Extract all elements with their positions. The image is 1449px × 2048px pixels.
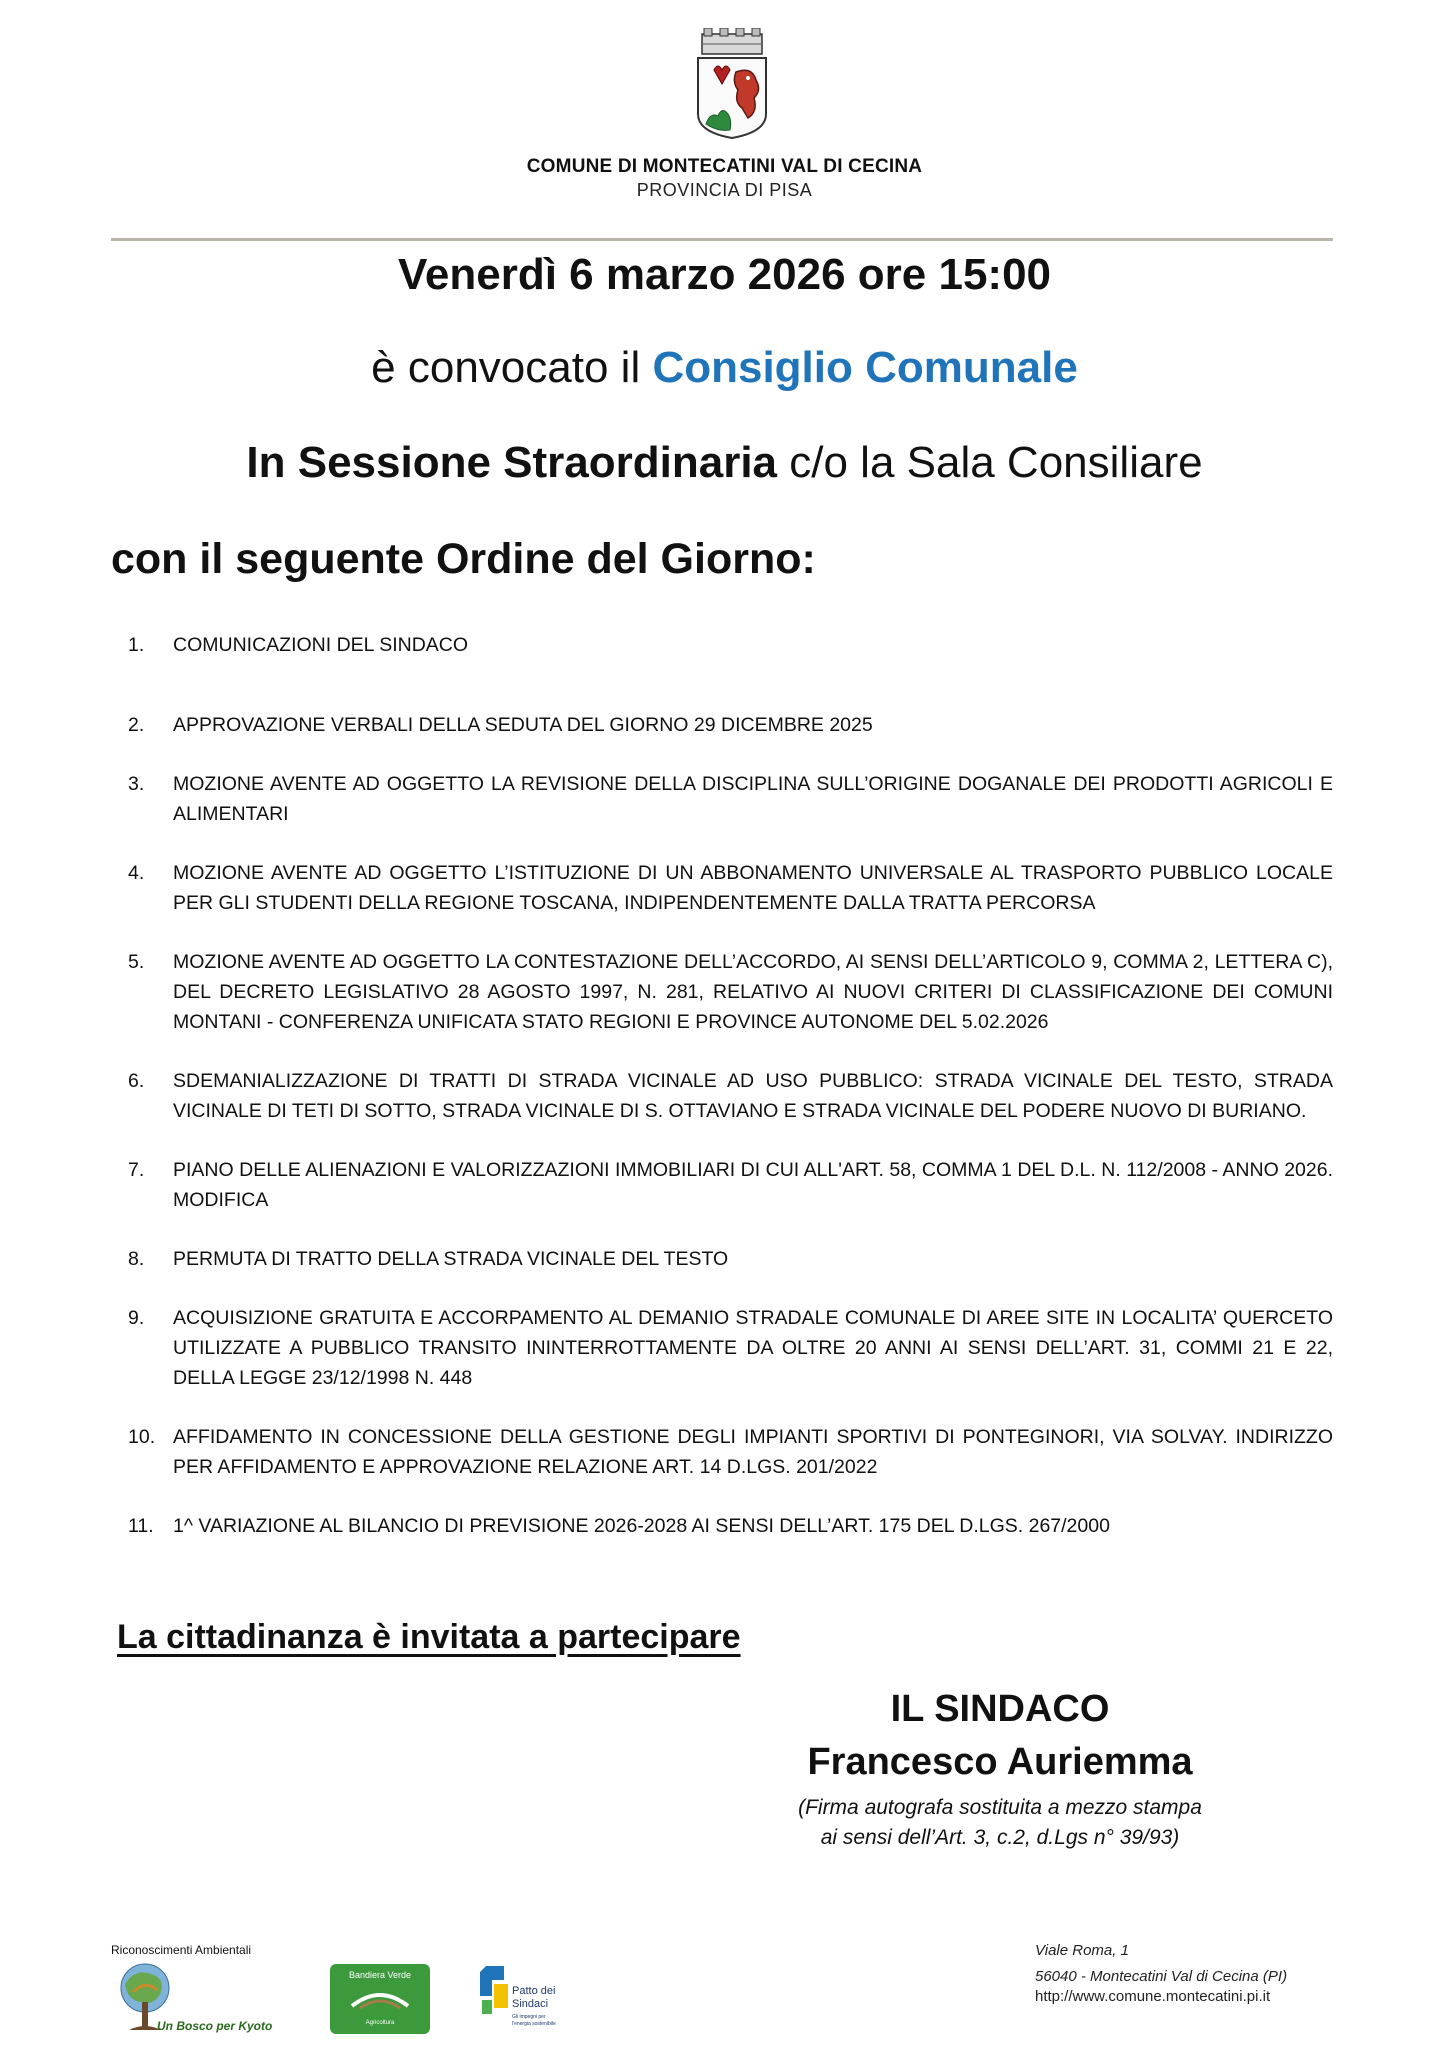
municipality-name: COMUNE DI MONTECATINI VAL DI CECINA <box>526 156 923 177</box>
agenda-item-text: 1^ VARIAZIONE AL BILANCIO DI PREVISIONE 2026-2028 AI SENSI DELL’ART. 175 DEL D.LGS. 267/2000 <box>173 1515 1110 1537</box>
agenda-item <box>111 858 1333 918</box>
agenda-item-number: 5. <box>128 951 145 973</box>
mayor-title: IL SINDACO <box>890 1688 1110 1730</box>
council-name: Consiglio Comunale <box>652 343 1078 392</box>
agenda-item <box>111 947 1333 1037</box>
patto-logo-line2: Sindaci <box>512 1998 549 2010</box>
convocation-line <box>0 343 1449 393</box>
meeting-date: Venerdì 6 marzo 2026 ore 15:00 <box>397 250 1052 299</box>
agenda-item-number: 6. <box>128 1070 145 1092</box>
patto-logo-line3: Gli impegni per <box>512 2014 546 2020</box>
agenda-item <box>111 1244 1333 1274</box>
agenda-item <box>111 1066 1333 1126</box>
environmental-awards-label: Riconoscimenti Ambientali <box>111 1943 252 1957</box>
agenda-item-number: 10. <box>128 1426 156 1448</box>
signature-note: ai sensi dell’Art. 3, c.2, d.Lgs n° 39/93) <box>820 1826 1180 1849</box>
patto-logo-line4: l'energia sostenibile <box>512 2021 556 2027</box>
signature-note: (Firma autografa sostituita a mezzo stampa <box>798 1796 1202 1819</box>
agenda-item <box>111 769 1333 829</box>
patto-logo-line1: Patto dei <box>512 1985 556 1997</box>
bosco-logo-text: Un Bosco per Kyoto <box>157 2019 273 2033</box>
address-city: 56040 - Montecatini Val di Cecina (PI) <box>1035 1968 1288 1985</box>
bosco-per-kyoto-logo <box>111 1962 289 2036</box>
agenda-heading: con il seguente Ordine del Giorno: <box>111 535 816 583</box>
session-location: c/o la Sala Consiliare <box>777 438 1203 487</box>
agenda-item-text: COMUNICAZIONI DEL SINDACO <box>173 634 469 656</box>
agenda-item-number: 8. <box>128 1248 145 1270</box>
agenda-item <box>111 1303 1333 1393</box>
agenda-item-text: MOZIONE AVENTE AD OGGETTO LA REVISIONE DELLA DISCIPLINA SULL’ORIGINE DOGANALE DEI PRODOTTI AGRICOLI E ALIMENTARI <box>173 773 1333 825</box>
agenda-item-number: 1. <box>128 634 145 656</box>
agenda-item-number: 4. <box>128 862 145 884</box>
agenda-item-number: 3. <box>128 773 145 795</box>
province-name: PROVINCIA DI PISA <box>636 180 813 200</box>
public-invitation: La cittadinanza è invitata a partecipare <box>117 1618 741 1656</box>
agenda-item <box>111 710 1333 740</box>
agenda-item-number: 11. <box>128 1515 154 1537</box>
agenda-item-text: ACQUISIZIONE GRATUITA E ACCORPAMENTO AL DEMANIO STRADALE COMUNALE DI AREE SITE IN LOCALITA’ QUERCETO UTILIZZATE A PUBBLICO TRANSITO ININTERROTTAMENTE DA OLTRE 20 ANNI AI SENSI DELL’ART. 31, COMMI 21 E 22, DELLA LEGGE 23/12/1998 N. 448 <box>173 1307 1333 1389</box>
agenda-item <box>111 1422 1333 1482</box>
mayor-name: Francesco Auriemma <box>807 1741 1193 1783</box>
agenda-item-number: 7. <box>128 1159 145 1181</box>
agenda-item-text: PERMUTA DI TRATTO DELLA STRADA VICINALE DEL TESTO <box>173 1248 729 1270</box>
header-divider <box>111 238 1333 241</box>
agenda-item-number: 9. <box>128 1307 145 1329</box>
website-link[interactable]: http://www.comune.montecatini.pi.it <box>1035 1988 1271 2005</box>
agenda-item-number: 2. <box>128 714 145 736</box>
agenda-item-text: APPROVAZIONE VERBALI DELLA SEDUTA DEL GIORNO 29 DICEMBRE 2025 <box>173 714 873 736</box>
bandiera-logo-sub: Agricoltura <box>365 2020 395 2026</box>
agenda-item-text: AFFIDAMENTO IN CONCESSIONE DELLA GESTIONE DEGLI IMPIANTI SPORTIVI DI PONTEGINORI, VIA SOLVAY. INDIRIZZO PER AFFIDAMENTO E APPROVAZIONE RELAZIONE ART. 14 D.LGS. 201/2022 <box>173 1426 1333 1478</box>
session-line <box>0 438 1449 488</box>
bandiera-logo-title: Bandiera Verde <box>348 1970 412 1980</box>
agenda-item-text: SDEMANIALIZZAZIONE DI TRATTI DI STRADA VICINALE AD USO PUBBLICO: STRADA VICINALE DEL TESTO, STRADA VICINALE DI TETI DI SOTTO, STRADA VICINALE DI S. OTTAVIANO E STRADA VICINALE DEL PODERE NUOVO DI BURIANO. <box>173 1070 1333 1122</box>
agenda-item <box>111 1511 1333 1541</box>
agenda-item-text: PIANO DELLE ALIENAZIONI E VALORIZZAZIONI IMMOBILIARI DI CUI ALL'ART. 58, COMMA 1 DEL D.L. N. 112/2008 - ANNO 2026. MODIFICA <box>173 1159 1333 1211</box>
bandiera-verde-logo <box>330 1964 430 2034</box>
agenda-item-text: MOZIONE AVENTE AD OGGETTO L’ISTITUZIONE DI UN ABBONAMENTO UNIVERSALE AL TRASPORTO PUBBLICO LOCALE PER GLI STUDENTI DELLA REGIONE TOSCANA, INDIPENDENTEMENTE DALLA TRATTA PERCORSA <box>173 862 1333 914</box>
agenda-item-text: MOZIONE AVENTE AD OGGETTO LA CONTESTAZIONE DELL’ACCORDO, AI SENSI DELL’ARTICOLO 9, COMMA 2, LETTERA C), DEL DECRETO LEGISLATIVO 28 AGOSTO 1997, N. 281, RELATIVO AI NUOVI CRITERI DI CLASSIFICAZIONE DEI COMUNI MONTANI - CONFERENZA UNIFICATA STATO REGIONI E PROVINCE AUTONOME DEL 5.02.2026 <box>173 951 1333 1033</box>
agenda-item <box>111 630 1333 660</box>
coat-of-arms-icon <box>692 28 772 140</box>
session-type: In Sessione Straordinaria <box>246 438 778 487</box>
agenda-item <box>111 1155 1333 1215</box>
address-street: Viale Roma, 1 <box>1035 1942 1129 1959</box>
convocation-prefix: è convocato il <box>371 343 653 392</box>
patto-dei-sindaci-logo <box>474 1962 564 2038</box>
agenda-list <box>111 630 1333 1570</box>
